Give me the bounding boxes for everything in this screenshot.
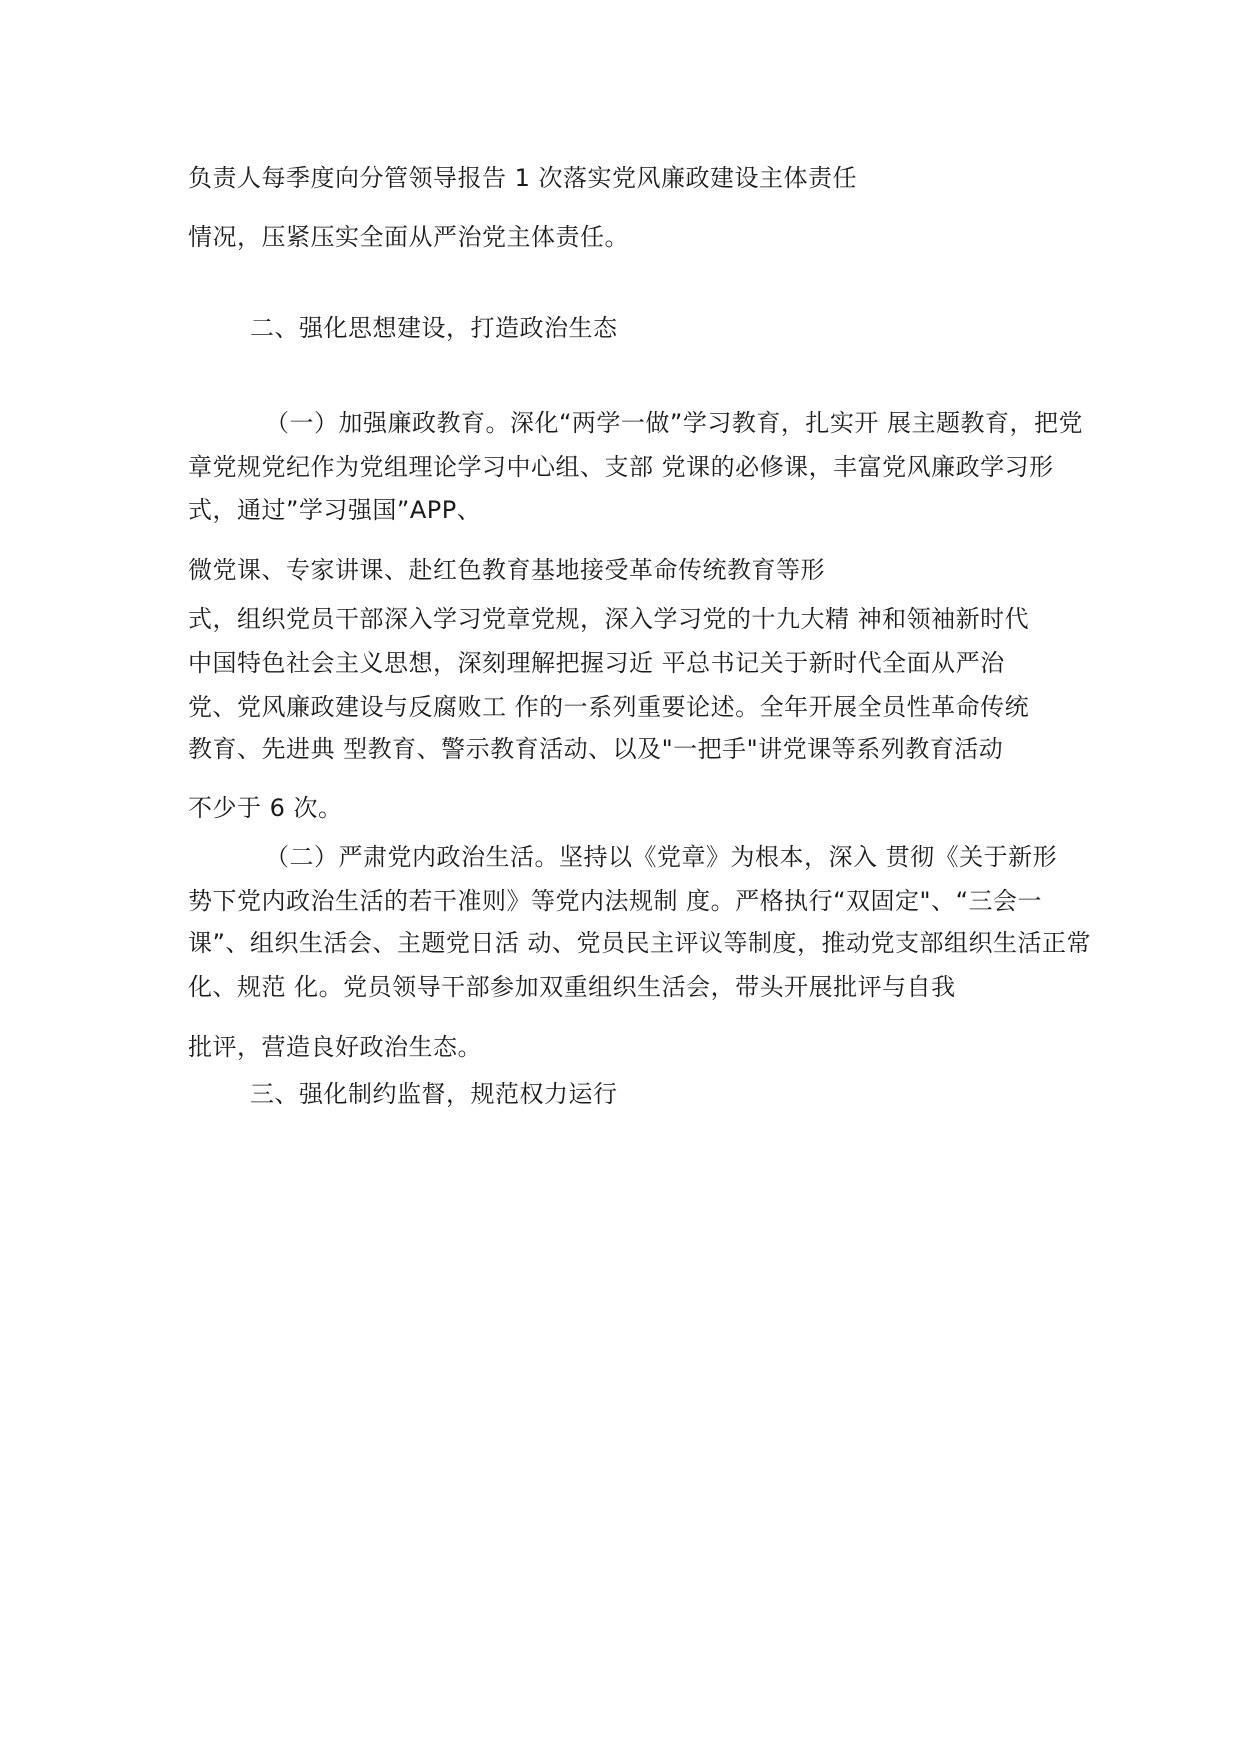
section-heading-2: 二、强化思想建设，打造政治生态 (250, 314, 618, 342)
text-line-12: 不少于 6 次。 (188, 794, 343, 822)
section-heading-3: 三、强化制约监督，规范权力运行 (250, 1080, 618, 1108)
text-line-14: 势下党内政治生活的若干准则》等党内法规制 度。严格执行“双固定"、“三会一 (188, 887, 1043, 915)
text-line-7: 微党课、专家讲课、赴红色教育基地接受革命传统教育等形 (188, 556, 825, 584)
text-line-17: 批评，营造良好政治生态。 (188, 1033, 482, 1061)
text-line-11: 教育、先进典 型教育、警示教育活动、以及"一把手"讲党课等系列教育活动 (188, 735, 1004, 763)
text-line-9: 中国特色社会主义思想，深刻理解把握习近 平总书记关于新时代全面从严治 (188, 649, 1005, 677)
text-line-5: 章党规党纪作为党组理论学习中心组、支部 党课的必修课，丰富党风廉政学习形 (188, 453, 1054, 481)
text-line-16: 化、规范 化。党员领导干部参加双重组织生活会，带头开展批评与自我 (188, 973, 956, 1001)
text-line-15: 课”、组织生活会、主题党日活 动、党员民主评议等制度，推动党支部组织生活正常 (188, 929, 1092, 957)
text-line-10: 党、党风廉政建设与反腐败工 作的一系列重要论述。全年开展全员性革命传统 (188, 693, 1030, 721)
text-line-1: 负责人每季度向分管领导报告 1 次落实党风廉政建设主体责任 (188, 164, 858, 192)
text-line-4: （一）加强廉政教育。深化“两学一做”学习教育，扎实开 展主题教育，把党 (265, 409, 1083, 437)
text-line-2: 情况，压紧压实全面从严治党主体责任。 (188, 223, 629, 251)
text-line-8: 式，组织党员干部深入学习党章党规，深入学习党的十九大精 神和领袖新时代 (188, 605, 1030, 633)
text-line-6: 式，通过”学习强国”APP、 (188, 496, 482, 524)
text-line-13: （二）严肃党内政治生活。坚持以《党章》为根本，深入 贯彻《关于新形 (265, 843, 1058, 871)
